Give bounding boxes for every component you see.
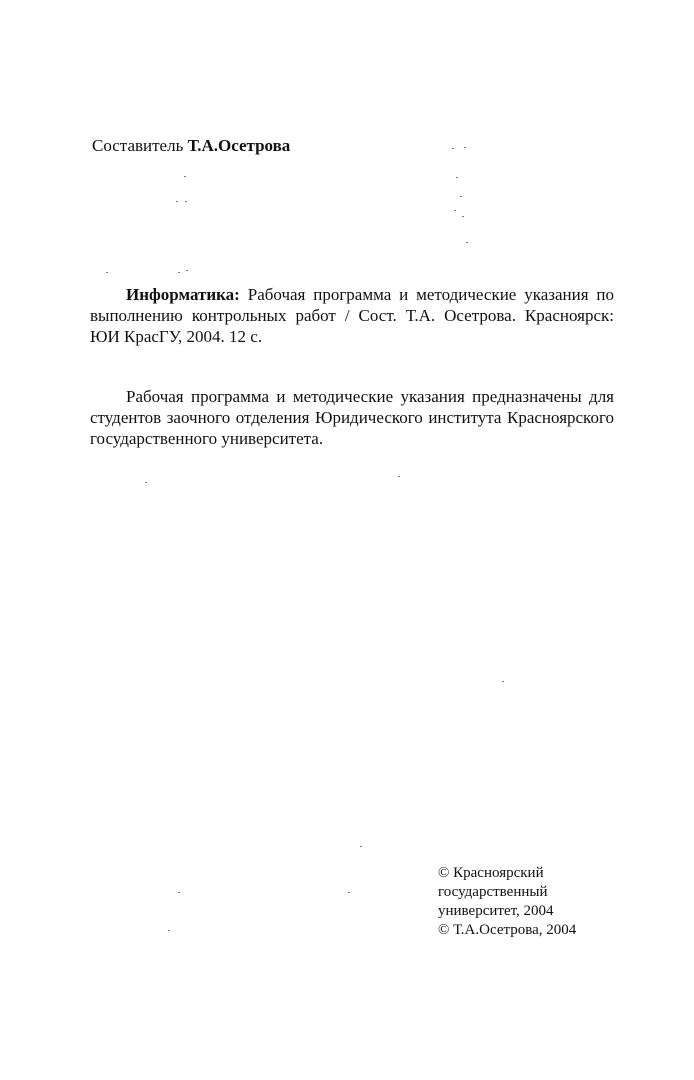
scan-speck xyxy=(502,681,504,682)
bibliographic-citation xyxy=(90,284,614,347)
scan-speck xyxy=(462,216,464,217)
scan-speck xyxy=(184,176,186,177)
annotation-paragraph xyxy=(90,386,614,449)
copyright-block xyxy=(438,864,638,940)
scan-speck xyxy=(360,846,362,847)
scan-speck xyxy=(145,482,147,483)
citation-text: Рабочая программа и методические указания по выполнению контрольных работ / Сост. Т.А. Осетрова. Красноярск: ЮИ КрасГУ, 2004. 12 с. xyxy=(90,285,615,346)
scan-speck xyxy=(178,272,180,273)
copyright-line: © Красноярский xyxy=(438,865,544,881)
compiler-label: Составитель xyxy=(92,136,184,155)
scan-speck xyxy=(176,201,178,202)
scan-speck xyxy=(178,892,180,893)
citation-title: Информатика: xyxy=(126,285,240,304)
scan-speck xyxy=(464,147,466,148)
scan-speck xyxy=(186,270,188,271)
scan-speck xyxy=(168,930,170,931)
compiler-line xyxy=(92,136,290,156)
scan-speck xyxy=(460,196,462,197)
scan-speck xyxy=(466,242,468,243)
scan-speck xyxy=(106,272,108,273)
scan-speck xyxy=(348,892,350,893)
scan-speck xyxy=(185,201,187,202)
scan-speck xyxy=(454,210,456,211)
copyright-line: университет, 2004 xyxy=(438,903,554,919)
copyright-line: государственный xyxy=(438,884,548,900)
scan-speck xyxy=(456,177,458,178)
scan-speck xyxy=(452,148,454,149)
annotation-text: Рабочая программа и методические указания предназначены для студентов заочного отделения Юридического института Красноярского государственного университета. xyxy=(90,387,614,448)
compiler-name: Т.А.Осетрова xyxy=(187,136,291,155)
copyright-line: © Т.А.Осетрова, 2004 xyxy=(438,922,577,938)
scan-speck xyxy=(398,476,400,477)
